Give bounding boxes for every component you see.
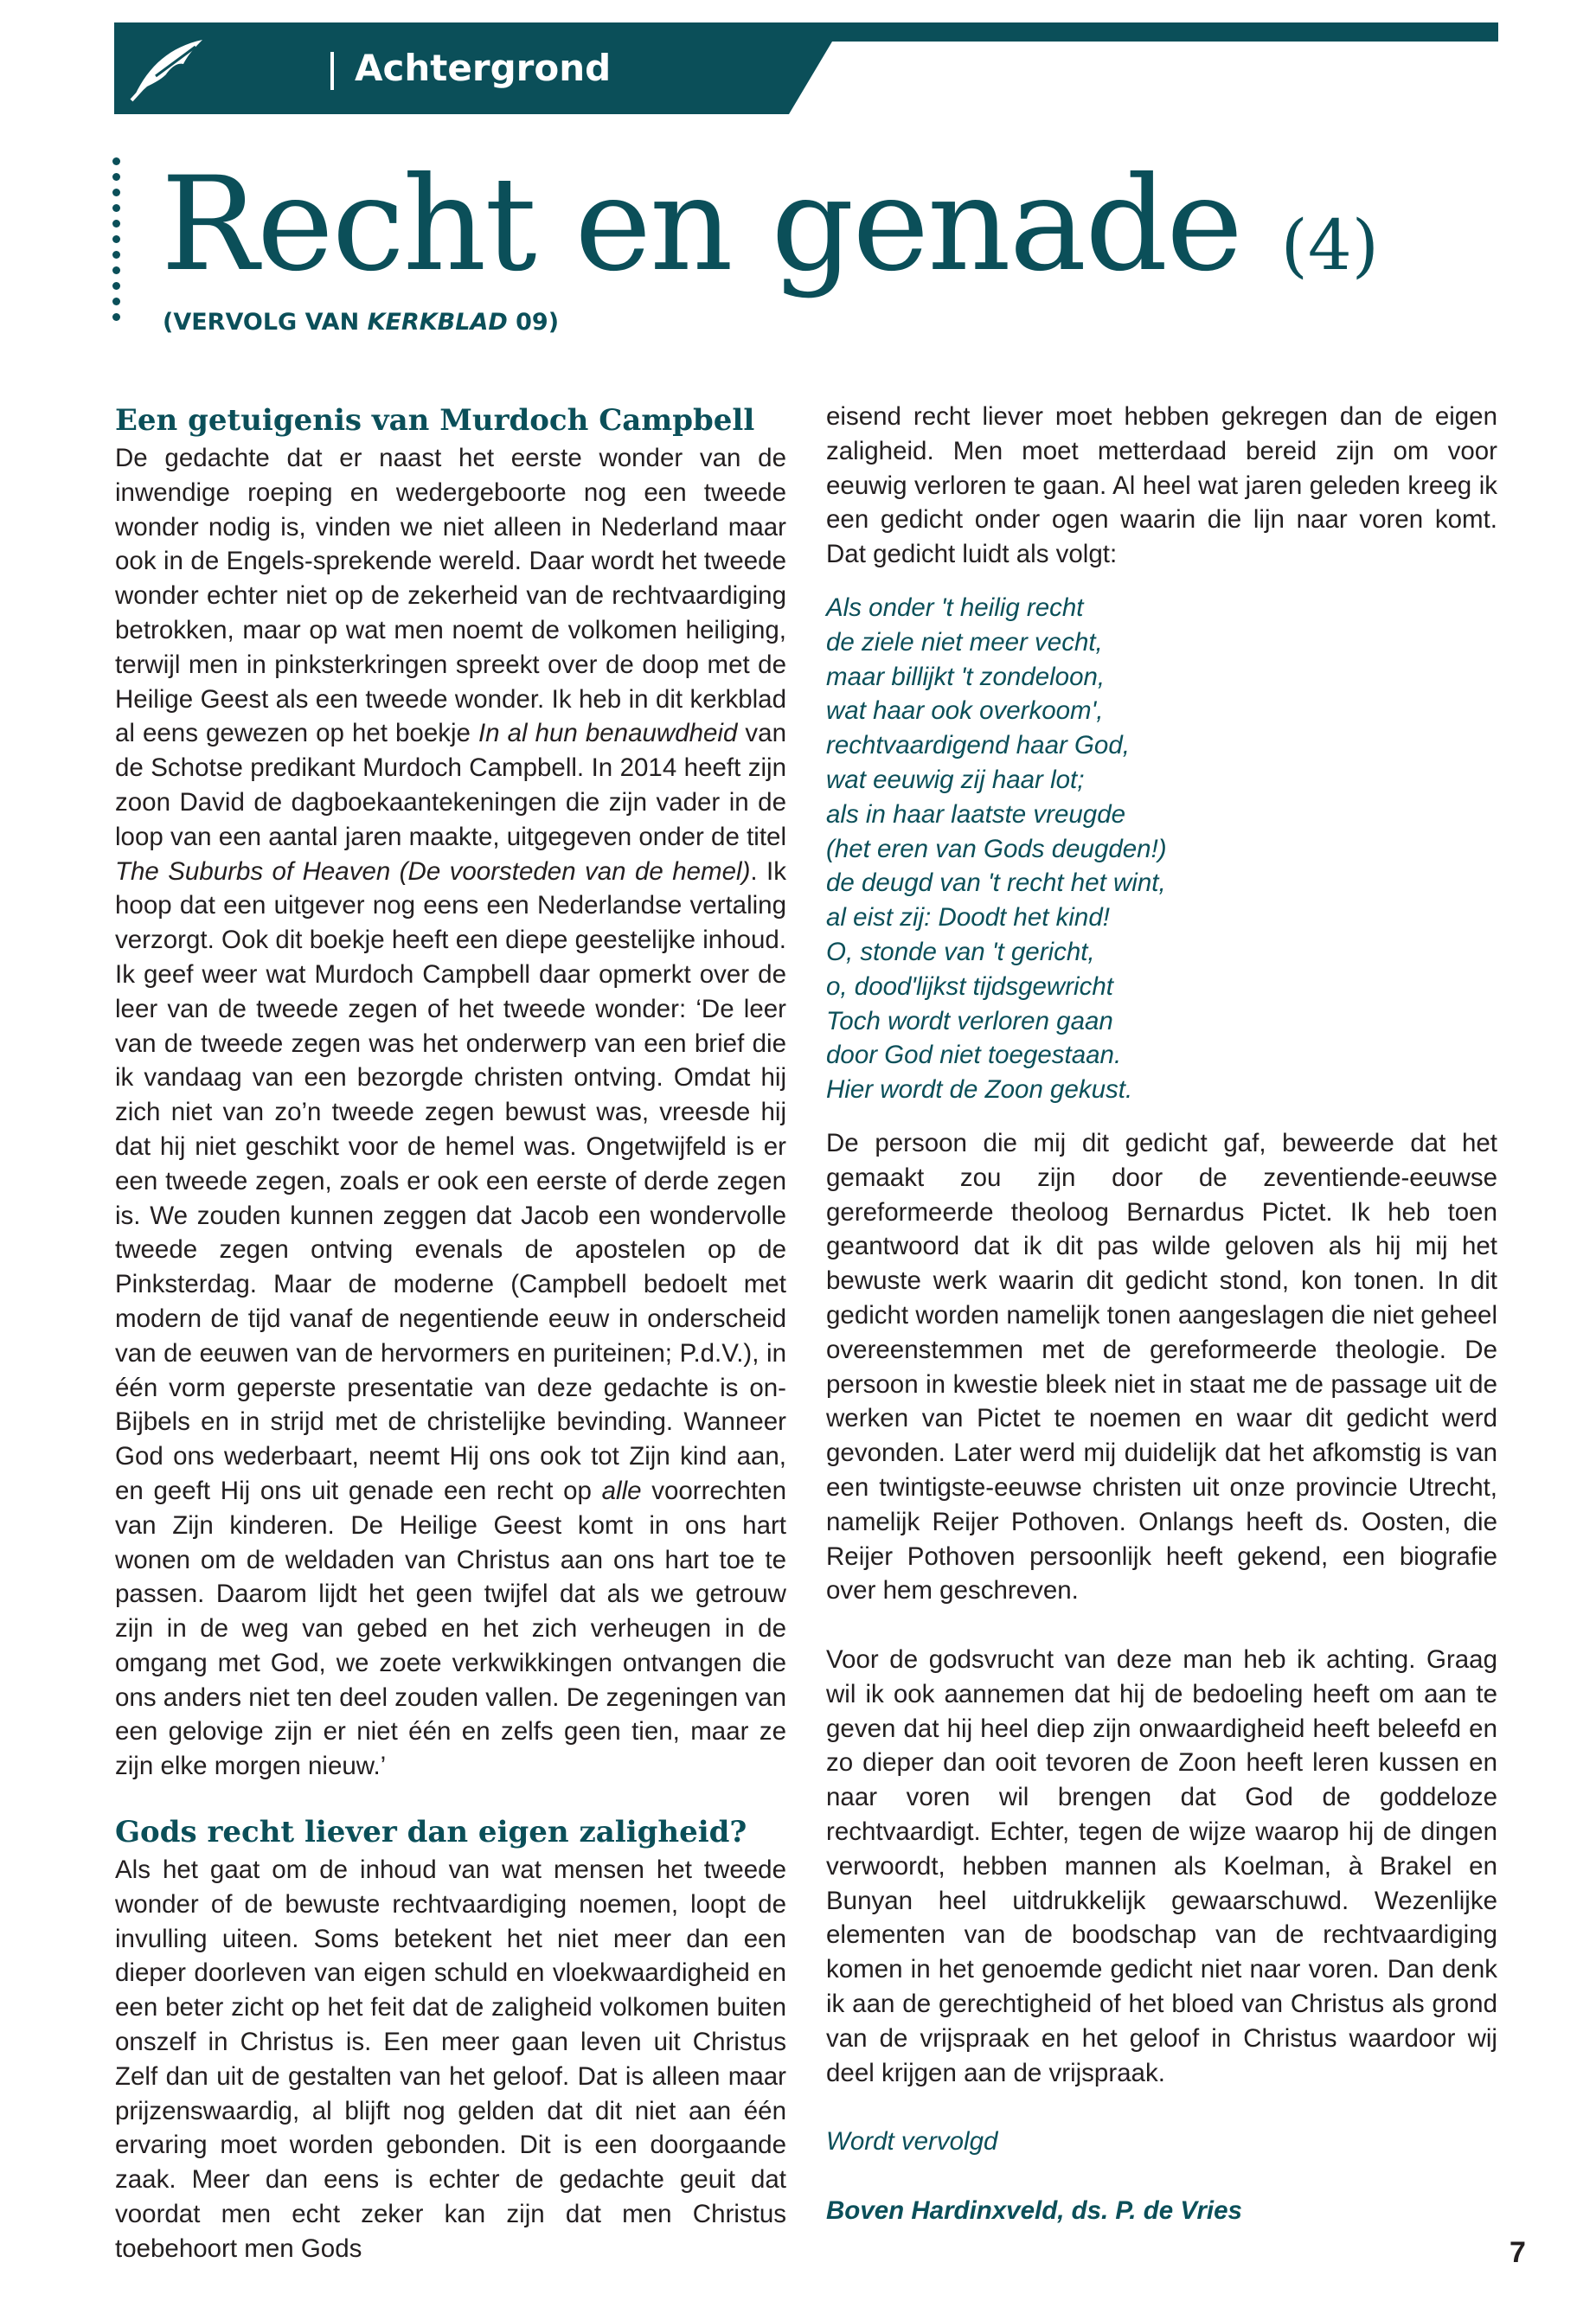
poem-line: wat eeuwig zij haar lot; <box>826 765 1085 794</box>
page-number: 7 <box>1509 2236 1526 2269</box>
poem-line: de ziele niet meer vecht, <box>826 627 1103 657</box>
continued-note: Wordt vervolgd <box>826 2127 998 2157</box>
article-title <box>161 147 1379 324</box>
paragraph: De gedachte dat er naast het eerste wonder van de inwendige roeping en wedergeboorte nog een tweede wonder nodig is, vinden we niet alleen in Nederland maar ook in de Engels-sprekende wereld. Daar wordt het tweede wonder echter niet op de zekerheid van de rechtvaardiging betrokken, maar op wat men noemt de volkomen heiliging, terwijl men in pinksterkringen spreekt over de doop met de Heilige Geest als een tweede wonder. Ik heb in dit kerkblad al eens gewezen op het boekje In al hun benauwdheid van de Schotse predikant Murdoch Campbell. In 2014 heeft zijn zoon David de dagboekaantekeningen die zijn vader in de loop van een aantal jaren maakte, uitgegeven onder de titel The Suburbs of Heaven (De voorsteden van de hemel). Ik hoop dat een uitgever nog eens een Nederlandse vertaling verzorgt. Ook dit boekje heeft een diepe geestelijke inhoud. Ik geef weer wat Murdoch Campbell daar opmerkt over de leer van de tweede zegen of het tweede wonder: ‘De leer van de tweede zegen was het onderwerp van een brief die ik vandaag van een bezorgde christen ontving. Omdat hij zich niet van zo’n tweede zegen bewust was, vreesde hij dat hij niet geschikt voor de hemel was. Ongetwijfeld is er een tweede zegen, zoals er ook een eerste of derde zegen is. We zouden kunnen zeggen dat Jacob een wondervolle tweede zegen ontving evenals de apostelen op de Pinksterdag. Maar de moderne (Campbell bedoelt met modern de tijd vanaf de negentiende eeuw in onderscheid van de eeuwen van de hervormers en puriteinen; P.d.V.), in één vorm geperste presentatie van deze gedachte is on-Bijbels en in strijd met de christelijke bevinding. Wanneer God ons wederbaart, neemt Hij ons ook tot Zijn kind aan, en geeft Hij ons uit genade een recht op alle voorrechten van Zijn kinderen. De Heilige Geest komt in ons hart wonen om de weldaden van Christus aan ons hart toe te passen. Daarom lijdt het geen twijfel dat als we getrouw zijn in de weg van gebed en het zich verheugen in de omgang met God, we zoete verkwikkingen ontvangen die ons anders niet ten deel zouden vallen. De zegeningen van een gelovige zijn er niet één en zelfs geen tien, maar ze zijn elke morgen nieuw.’ <box>115 444 786 1781</box>
poem-line: o, dood'lijkst tijdsgewricht <box>826 971 1113 1001</box>
paragraph: Voor de godsvrucht van deze man heb ik achting. Graag wil ik ook aannemen dat hij de bedoeling heeft om aan te geven dat hij heel diep zijn onwaardigheid heeft beleefd en zo dieper dan ooit tevoren de Zoon heeft leren kussen en naar voren wil brengen dat God de goddeloze rechtvaardigt. Echter, tegen de wijze waarop hij de dingen verwoordt, hebben mannen als Koelman, à Brakel en Bunyan heel uitdrukkelijk gewaarschuwd. Wezenlijke elementen van de boodschap van de rechtvaardiging komen in het genoemde gedicht niet naar voren. Dan denk ik aan de gerechtigheid of het bloed van Christus als grond van de vrijspraak en het geloof in Christus waardoor wij deel krijgen aan de vrijspraak. <box>826 1645 1497 2087</box>
dotted-rule <box>112 157 123 330</box>
paragraph: Als het gaat om de inhoud van wat mensen het tweede wonder of de bewuste rechtvaardiging noemen, loopt de invulling uiteen. Soms betekent het niet meer dan een dieper doorleven van eigen schuld en vloekwaardigheid en een beter zicht op het feit dat de zaligheid volkomen buiten onszelf in Christus is. Een meer gaan leven uit Christus Zelf dan uit de gestalten van het geloof. Dat is alleen maar prijzenswaardig, al blijft nog gelden dat dit niet aan één ervaring moet worden gebonden. Dit is een doorgaande zaak. Meer dan eens is echter de gedachte geuit dat voordat men echt zeker kan zijn dat men Christus toebehoort men Gods <box>115 1856 786 2263</box>
poem-line: Als onder 't heilig recht <box>826 593 1084 622</box>
banner-separator <box>330 52 334 90</box>
poem-line: wat haar ook overkoom', <box>826 696 1104 726</box>
paragraph: De persoon die mij dit gedicht gaf, beweerde dat het gemaakt zou zijn door de zeventiende-eeuwse gereformeerde theoloog Bernardus Pictet. Ik heb toen geantwoord dat ik dit pas wilde geloven als hij mij het bewuste werk waarin dit gedicht stond, kon tonen. In dit gedicht worden namelijk tonen aangeslagen die niet geheel overeenstemmen met de gereformeerde theologie. De persoon in kwestie bleek niet in staat me de passage uit de werken van Pictet te noemen en waar dit gedicht werd gevonden. Later werd mij duidelijk dat het afkomstig is van een twintigste-eeuwse christen uit onze provincie Utrecht, namelijk Reijer Pothoven. Onlangs heeft ds. Oosten, die Reijer Pothoven persoonlijk heeft gekend, een biografie over hem geschreven. <box>826 1128 1497 1606</box>
author-signature: Boven Hardinxveld, ds. P. de Vries <box>826 2196 1242 2226</box>
poem-line: (het eren van Gods deugden!) <box>826 834 1167 863</box>
poem-line: maar billijkt 't zondeloon, <box>826 662 1106 691</box>
right-column <box>826 400 1497 2228</box>
left-column <box>115 400 786 2266</box>
section-banner <box>114 22 1498 114</box>
paragraph: eisend recht liever moet hebben gekregen dan de eigen zaligheid. Men moet metterdaad bereid zijn om voor eeuwig verloren te gaan. Al heel wat jaren geleden kreeg ik een gedicht onder ogen waarin die lijn naar voren komt. Dat gedicht luidt als volgt: <box>826 402 1497 569</box>
section-label: Achtergrond <box>355 47 612 89</box>
poem <box>826 591 1497 1107</box>
poem-line: rechtvaardigend haar God, <box>826 731 1130 760</box>
poem-line: O, stonde van 't gericht, <box>826 937 1095 966</box>
poem-line: door God niet toegestaan. <box>826 1041 1122 1070</box>
poem-line: Toch wordt verloren gaan <box>826 1006 1113 1035</box>
section-heading: Gods recht liever dan eigen zaligheid? <box>115 1815 747 1850</box>
quill-logo-icon <box>123 31 209 106</box>
article-title-number: (4) <box>1280 205 1379 285</box>
poem-line: Hier wordt de Zoon gekust. <box>826 1075 1133 1105</box>
poem-line: al eist zij: Doodt het kind! <box>826 903 1110 933</box>
poem-line: de deugd van 't recht het wint, <box>826 868 1166 898</box>
section-heading: Een getuigenis van Murdoch Campbell <box>115 403 755 438</box>
article-subtitle: (VERVOLG VAN KERKBLAD 09) <box>163 309 560 336</box>
article-title-text: Recht en genade <box>161 150 1241 300</box>
banner-shape <box>114 22 1498 114</box>
poem-line: als in haar laatste vreugde <box>826 799 1126 829</box>
